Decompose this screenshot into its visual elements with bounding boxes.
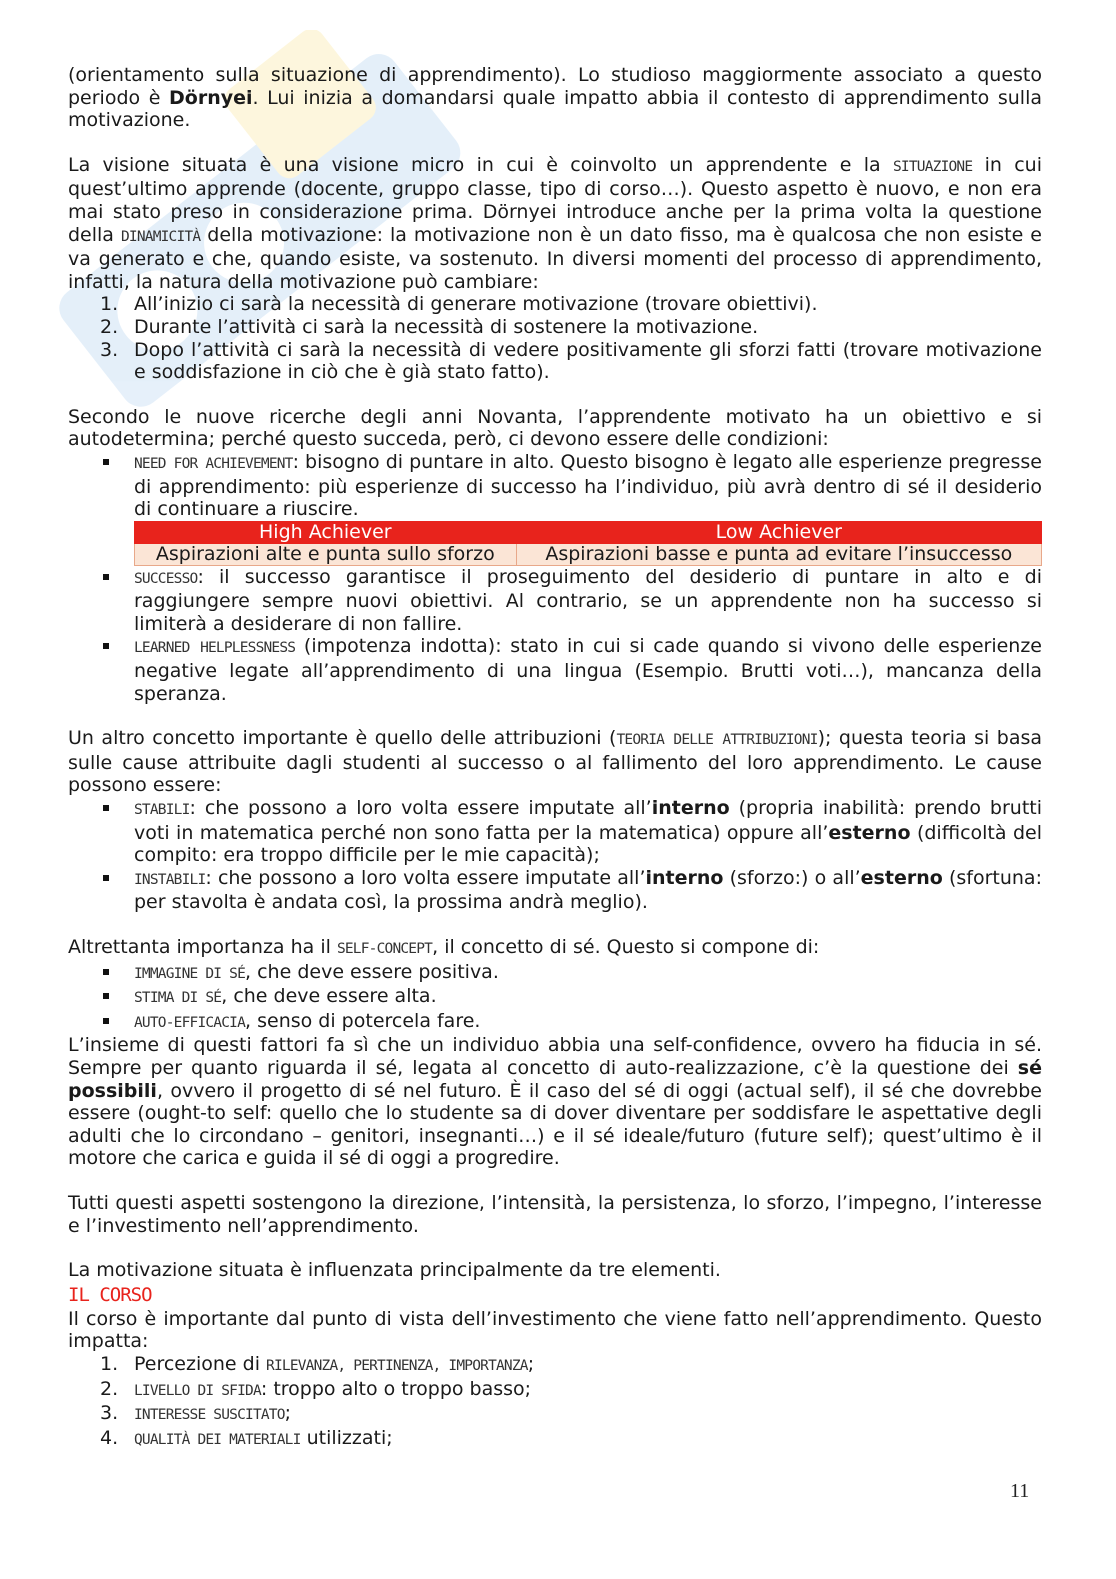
list-item: LEARNED HELPLESSNESS (impotenza indotta): stato in cui si cade quando si vivono delle esperienze negative legate all’apprendimento di una lingua (Esempio. Brutti voti…), mancanza della speranza. (68, 635, 1042, 705)
list-item: SUCCESSO: il successo garantisce il proseguimento del desiderio di puntare in alto e di raggiungere sempre nuovi obiettivi. Al contrario, se un apprendente non ha successo si limiterà a desiderare di non fallire. (68, 566, 1042, 636)
list-item: 1. Percezione di RILEVANZA, PERTINENZA, IMPORTANZA; (100, 1352, 535, 1375)
page-content (68, 64, 1042, 1451)
novanta-paragraph: Secondo le nuove ricerche degli anni Novanta, l’apprendente motivato ha un obiettivo e si autodetermina; perché questo succeda, però, ci devono essere delle condizioni: (68, 405, 1042, 451)
situata-paragraph: La visione situata è una visione micro in cui è coinvolto un apprendente e la SITUAZIONE in cui quest’ultimo apprende (docente, gruppo classe, tipo di corso…). Questo aspetto è nuovo, e non era mai stato preso in considerazione prima. Dörnyei introduce anche per la prima volta la questione della DINAMICITÀ della motivazione: la motivazione non è un dato fisso, ma è qualcosa che non esiste e va generato e che, quando esiste, va sostenuto. In diversi momenti del processo di apprendimento, infatti, la natura della motivazione può cambiare: (68, 153, 1043, 293)
achiever-table (134, 521, 1042, 566)
corso-list (68, 1353, 1042, 1451)
list-item: AUTO-EFFICACIA, senso di potercela fare. (68, 1010, 1042, 1035)
list-item: 3. Dopo l’attività ci sarà la necessità di vedere positivamente gli sforzi fatti (trovare motivazione e soddisfazione in ciò che è già stato fatto). (100, 338, 1042, 384)
self-list (68, 961, 1042, 1035)
list-item: 2. Durante l’attività ci sarà la necessità di sostenere la motivazione. (100, 315, 759, 338)
list-item: IMMAGINE DI SÉ, che deve essere positiva. (68, 961, 1042, 986)
table-cell: Aspirazioni basse e punta ad evitare l’insuccesso (516, 543, 1041, 565)
tutti-paragraph: Tutti questi aspetti sostengono la direzione, l’intensità, la persistenza, lo sforzo, l’impegno, l’interesse e l’investimento nell’apprendimento. (68, 1191, 1042, 1237)
list-item: INSTABILI: che possono a loro volta essere imputate all’interno (sforzo:) o all’esterno (sfortuna: per stavolta è andata così, la prossima andrà meglio). (68, 867, 1042, 914)
list-item: 4. QUALITÀ DEI MATERIALI utilizzati; (100, 1426, 393, 1449)
corso-paragraph: Il corso è importante dal punto di vista dell’investimento che viene fatto nell’apprendimento. Questo impatta: (68, 1307, 1042, 1353)
self-possible-paragraph: L’insieme di questi fattori fa sì che un individuo abbia una self-confidence, ovvero ha fiducia in sé. Sempre per quanto riguarda il sé, legata al concetto di auto-realizzazione, c’è la questione dei sé possibili, ovvero il progetto di sé nel futuro. È il caso del sé di oggi (actual self), il sé che dovrebbe essere (ought-to self: quello che lo studente sa di dover diventare per soddisfare le aspettative degli adulti che lo circondano – genitori, insegnanti…) e il sé ideale/futuro (future self); quest’ultimo è il motore che carica e guida il sé di oggi a progredire. (68, 1034, 1042, 1170)
table-header: Low Achiever (516, 521, 1041, 543)
list-item: STABILI: che possono a loro volta essere imputate all’interno (propria inabilità: prendo brutti voti in matematica perché non sono fatta per la matematica) oppure all’esterno (difficoltà del compito: era troppo difficile per le mie capacità); (68, 797, 1042, 867)
list-item: 2. LIVELLO DI SFIDA: troppo alto o troppo basso; (100, 1377, 532, 1400)
list-item: STIMA DI SÉ, che deve essere alta. (68, 985, 1042, 1010)
attribuzioni-paragraph: Un altro concetto importante è quello delle attribuzioni (TEORIA DELLE ATTRIBUZIONI); questa teoria si basa sulle cause attribuite dagli studenti al successo o al fallimento del loro apprendimento. Le cause possono essere: (68, 727, 1043, 797)
table-header: High Achiever (135, 521, 517, 543)
section-heading-corso: IL CORSO (68, 1283, 152, 1306)
motivation-phases-list (68, 293, 1042, 383)
selfconcept-paragraph: Altrettanta importanza ha il SELF-CONCEPT, il concetto di sé. Questo si compone di: (68, 936, 820, 958)
conditions-list (68, 451, 1042, 521)
list-item: NEED FOR ACHIEVEMENT: bisogno di puntare in alto. Questo bisogno è legato alle esperienze pregresse di apprendimento: più esperienze di successo ha l’individuo, più avrà dentro di sé il desiderio di continuare a riuscire. (68, 451, 1042, 521)
intro-paragraph: (orientamento sulla situazione di apprendimento). Lo studioso maggiormente associato a questo periodo è Dörnyei. Lui inizia a domandarsi quale impatto abbia il contesto di apprendimento sulla motivazione. (68, 64, 1042, 132)
list-item: 3. INTERESSE SUSCITATO; (100, 1402, 292, 1425)
conditions-list-cont (68, 566, 1042, 706)
page-number: 11 (1010, 1480, 1030, 1502)
causes-list (68, 797, 1042, 914)
list-item: 1. All’inizio ci sarà la necessità di generare motivazione (trovare obiettivi). (100, 293, 818, 316)
situata2-paragraph: La motivazione situata è influenzata principalmente da tre elementi. (68, 1259, 721, 1282)
table-cell: Aspirazioni alte e punta sullo sforzo (135, 543, 517, 565)
